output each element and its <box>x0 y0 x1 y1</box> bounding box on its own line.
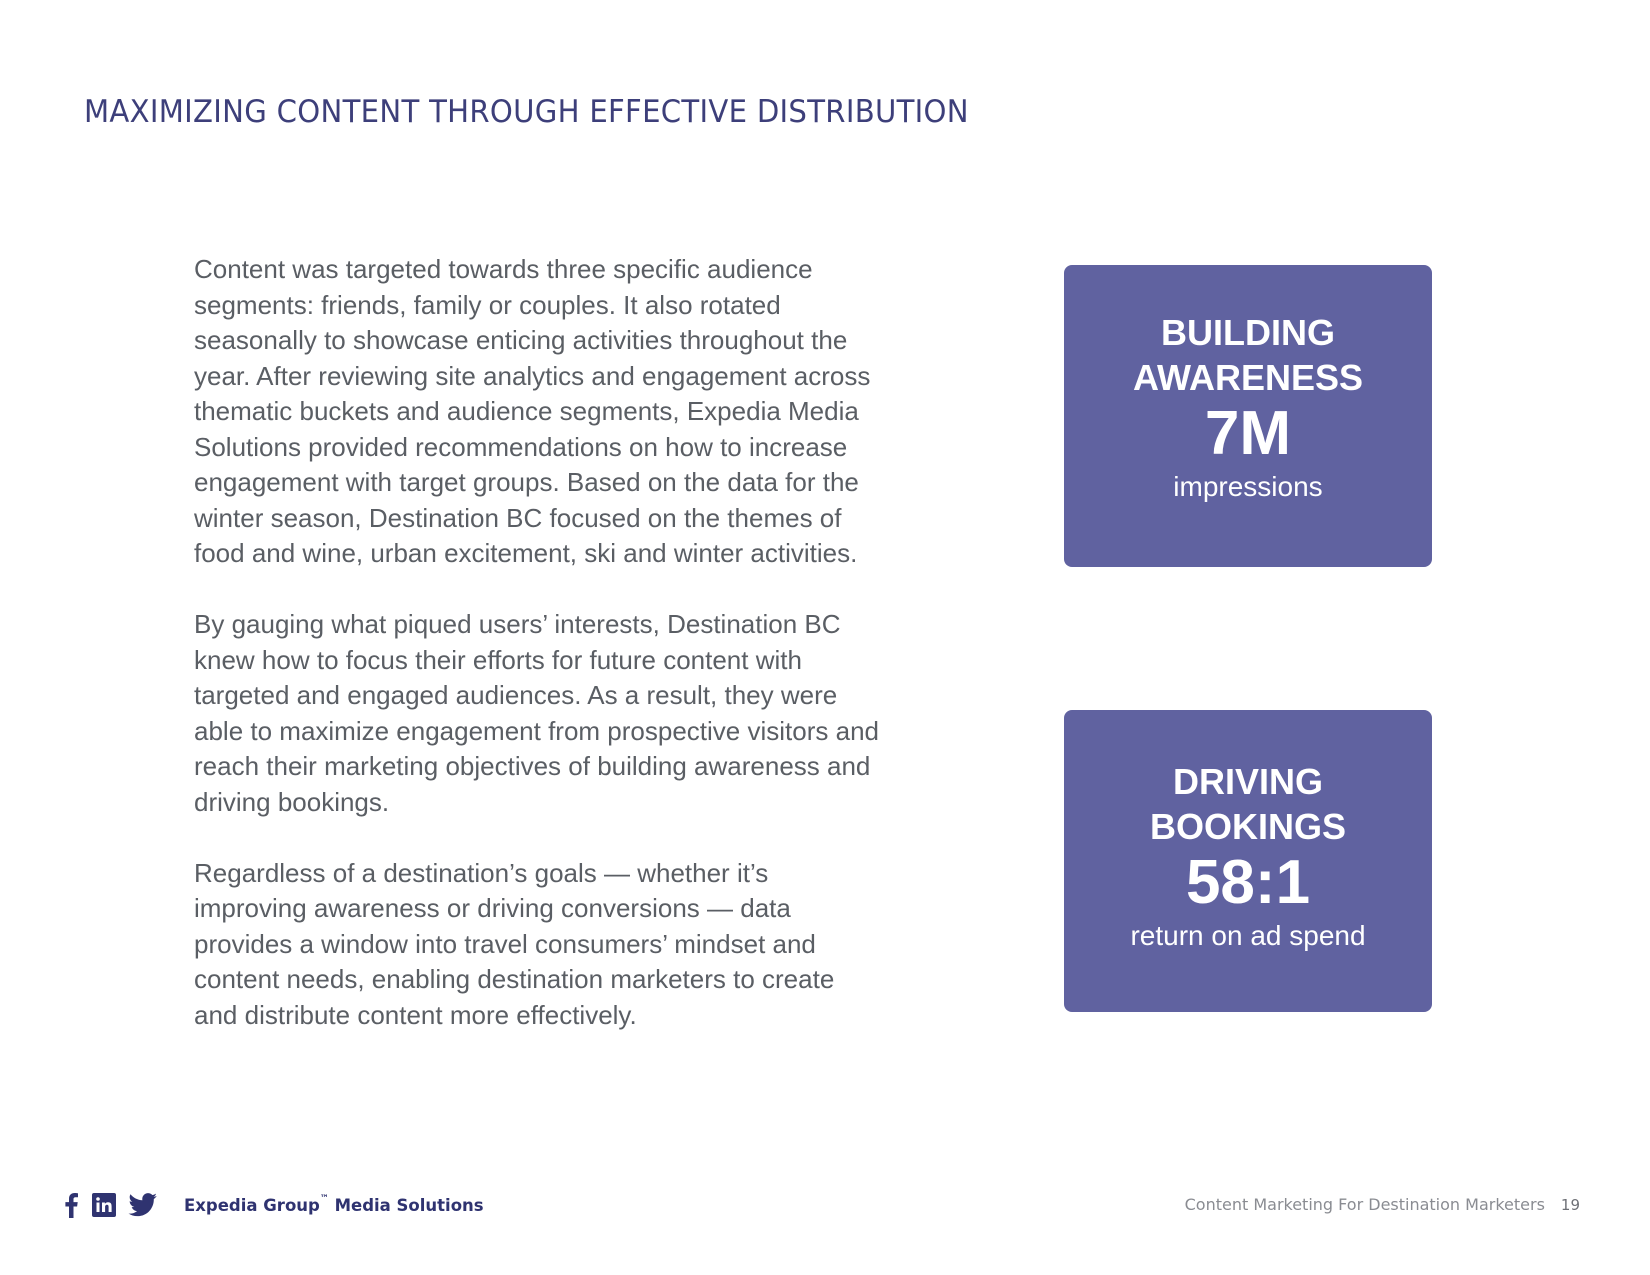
stat-caption: impressions <box>1173 471 1323 502</box>
page-number: 19 <box>1560 1195 1580 1214</box>
brand-wordmark <box>184 1196 484 1215</box>
body-text <box>194 252 934 1069</box>
trademark-mark: ™ <box>319 1194 329 1204</box>
linkedin-icon[interactable] <box>92 1193 116 1217</box>
brand-suffix: Media Solutions <box>328 1196 484 1215</box>
stat-heading: BUILDING AWARENESS <box>1132 312 1364 398</box>
publication-title: Content Marketing For Destination Marketers <box>1184 1195 1545 1214</box>
twitter-icon[interactable] <box>128 1193 158 1217</box>
brand-name: Expedia Group <box>184 1196 320 1215</box>
facebook-icon[interactable] <box>62 1192 80 1218</box>
page-title: MAXIMIZING CONTENT THROUGH EFFECTIVE DISTRIBUTION <box>84 94 969 130</box>
stat-value: 58:1 <box>1185 848 1311 917</box>
paragraph-audience-segments: Content was targeted towards three specific audience segments: friends, family or couples. It also rotated seasonally to showcase enticing activities throughout the year. After reviewing site analytics and engagement across thematic buckets and audience segments, Expedia Media Solutions provided recommendations on how to increase engagement with target groups. Based on the data for the winter season, Destination BC focused on the themes of food and wine, urban excitement, ski and winter activities. <box>194 254 871 568</box>
paragraph-destination-goals: Regardless of a destination’s goals — whether it’s improving awareness or driving conversions — data provides a window into travel consumers’ mindset and content needs, enabling destination marketers to create and distribute content more effectively. <box>194 857 835 1030</box>
social-links <box>62 1192 158 1218</box>
stat-card-building-awareness <box>1064 265 1432 567</box>
stat-value: 7M <box>1204 399 1292 468</box>
stat-heading: DRIVING BOOKINGS <box>1149 761 1346 847</box>
paragraph-focus-efforts: By gauging what piqued users’ interests, Destination BC knew how to focus their efforts for future content with targeted and engaged audiences. As a result, they were able to maximize engagement from prospective visitors and reach their marketing objectives of building awareness and driving bookings. <box>194 609 879 817</box>
stat-caption: return on ad spend <box>1130 920 1366 951</box>
stat-card-driving-bookings <box>1064 710 1432 1012</box>
footer-publication-info <box>1185 1195 1580 1214</box>
